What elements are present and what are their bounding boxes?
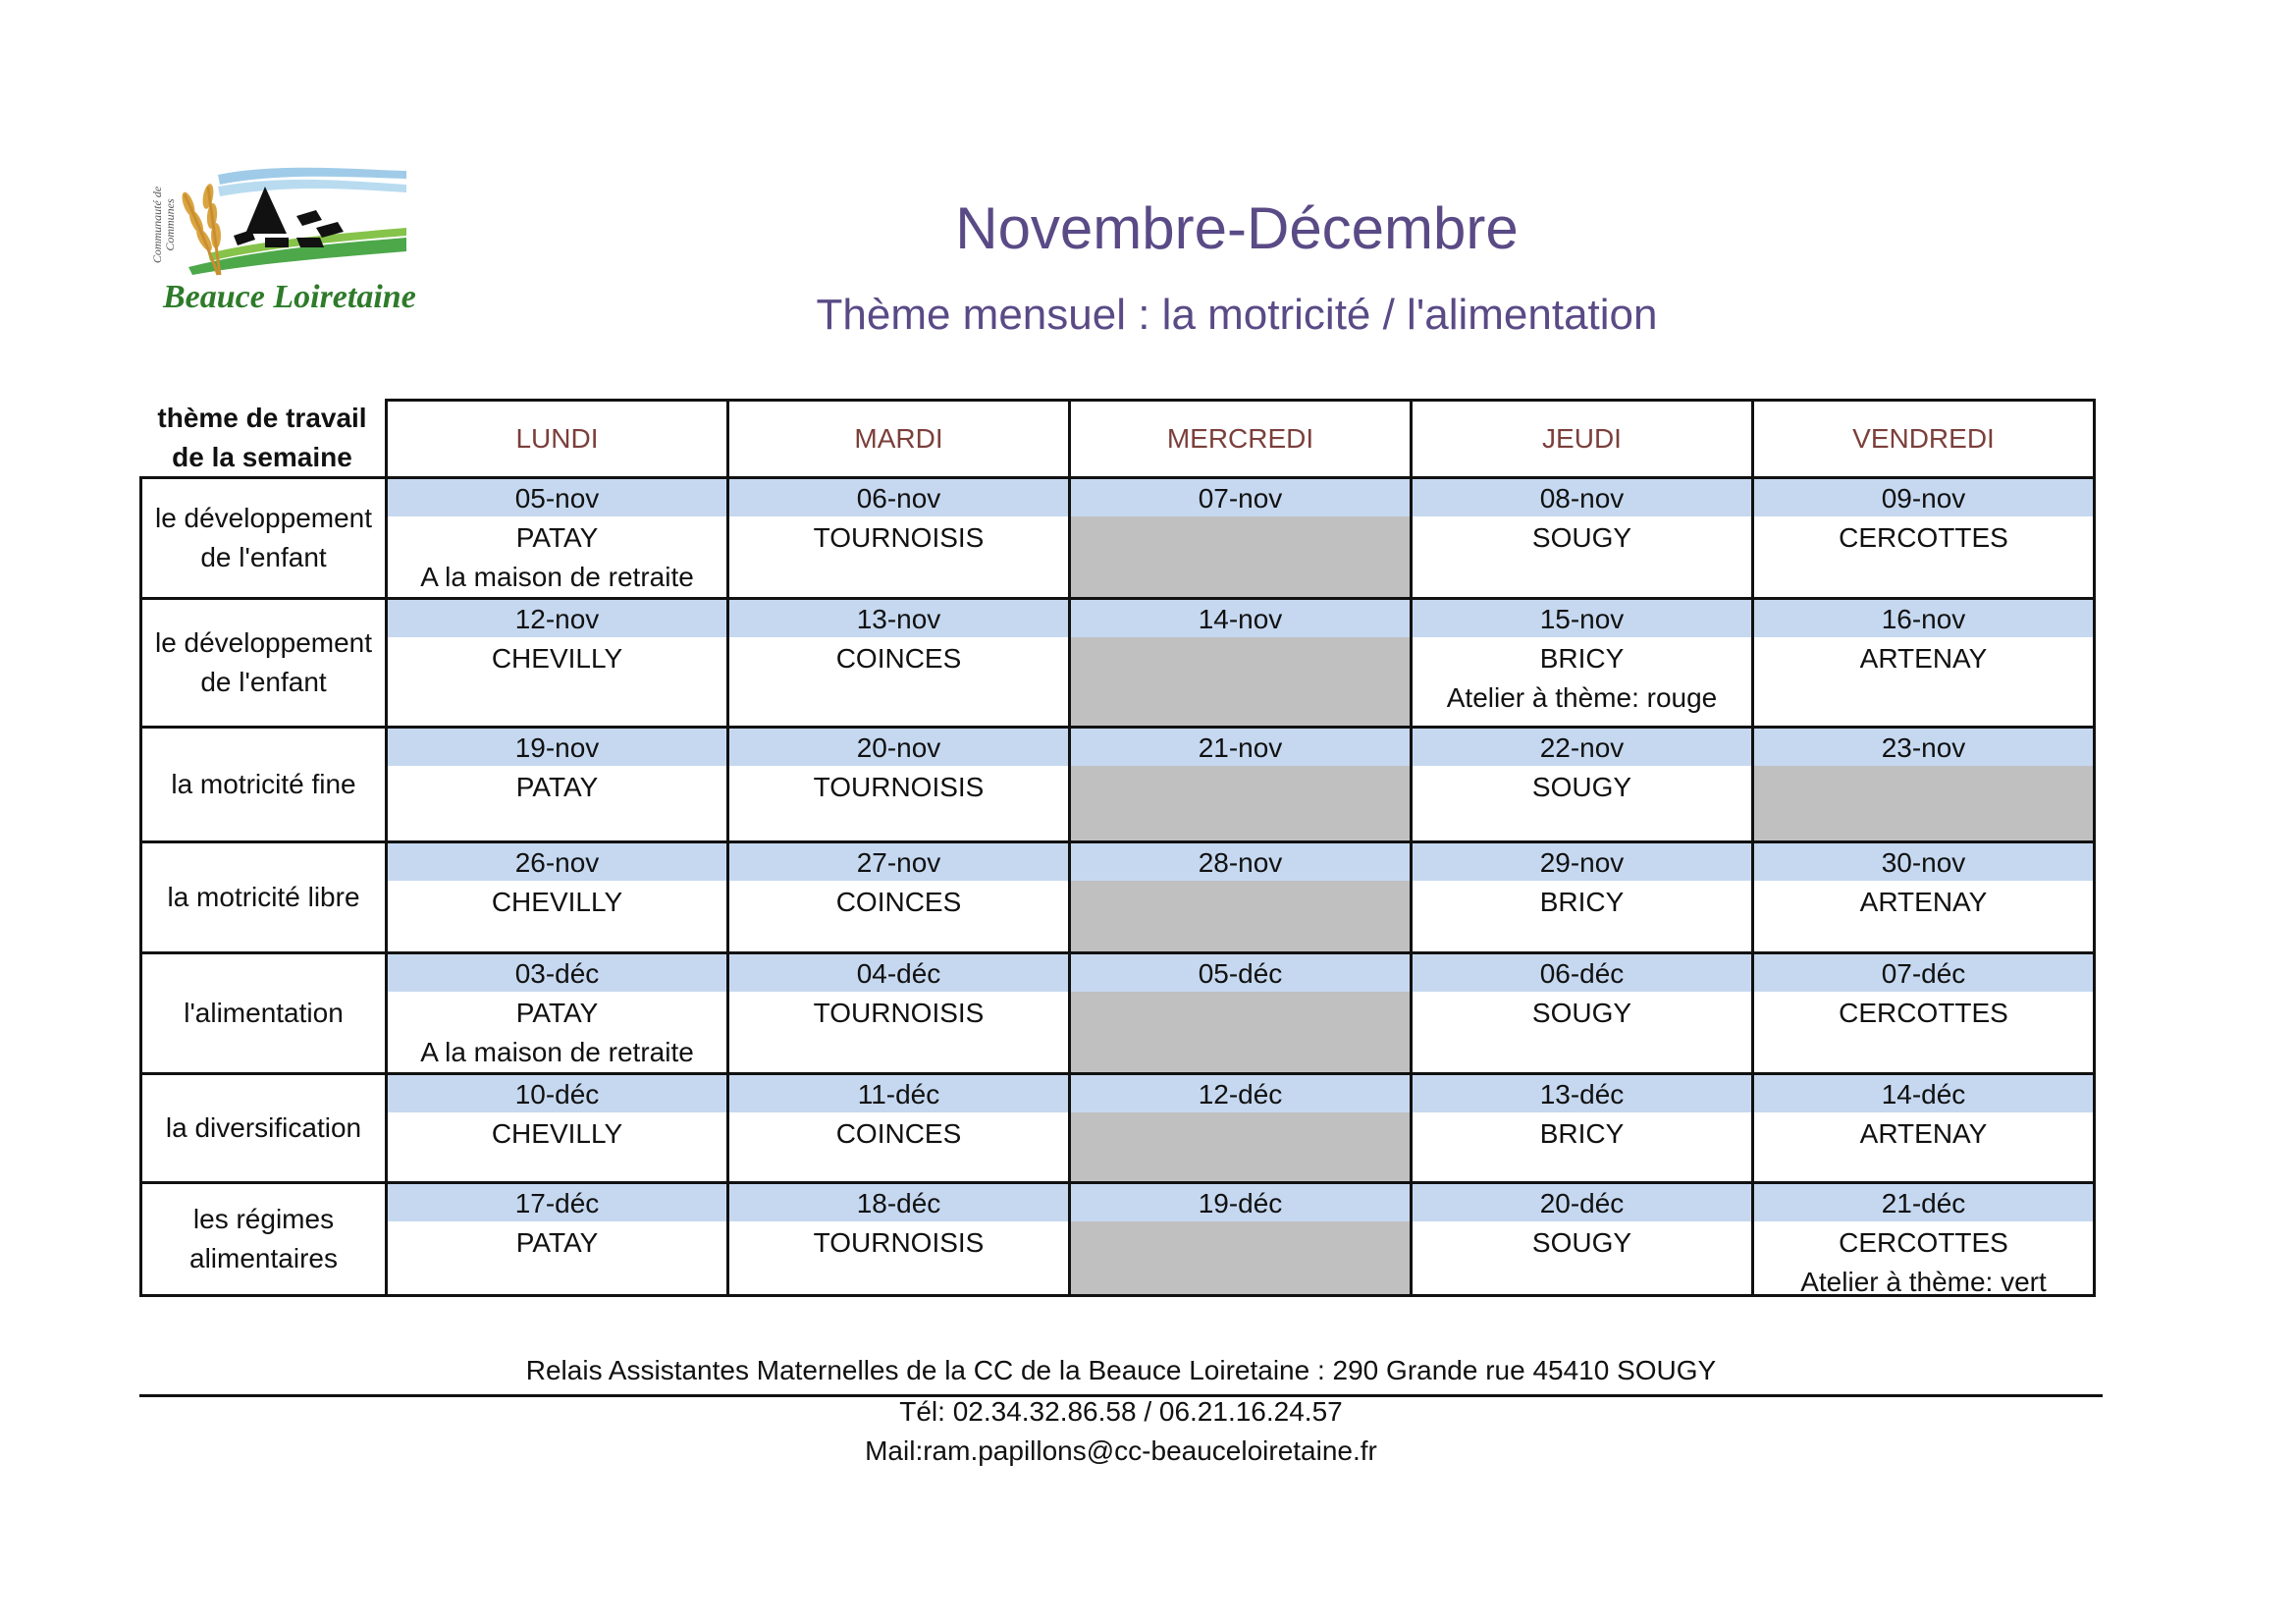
cell-location: BRICY [1539,887,1625,917]
week-theme: le développement de l'enfant [141,478,387,599]
week-theme: l'alimentation [141,953,387,1074]
day-cell-mardi [728,1183,1070,1296]
cell-location: PATAY [515,998,599,1028]
cell-location: SOUGY [1531,998,1632,1028]
day-cell-jeudi [1412,953,1753,1074]
cell-date: 05-déc [1071,954,1410,992]
day-header-row [141,401,2095,478]
day-cell-vendredi [1753,1183,2095,1296]
day-cell-mardi [728,1074,1070,1183]
cell-note: A la maison de retraite [420,1037,694,1067]
day-cell-jeudi [1412,1183,1753,1296]
day-cell-lundi [387,842,728,953]
day-cell-lundi [387,1074,728,1183]
week-theme: la motricité fine [141,728,387,842]
closed-day-shading [1071,1221,1410,1294]
day-cell-mercredi [1070,842,1412,953]
closed-day-shading [1754,766,2093,840]
closed-day-shading [1071,516,1410,597]
day-header-jeudi: JEUDI [1412,401,1753,478]
day-header-mardi: MARDI [728,401,1070,478]
day-cell-mardi [728,842,1070,953]
logo-side-text: Communauté de Communes [150,186,177,264]
cell-date: 14-déc [1754,1075,2093,1112]
cell-date: 14-nov [1071,600,1410,637]
day-header-mercredi: MERCREDI [1070,401,1412,478]
logo-graphic [149,165,406,283]
cell-location: TOURNOISIS [813,1227,985,1258]
day-cell-lundi [387,599,728,728]
day-cell-vendredi [1753,728,2095,842]
cell-location: BRICY [1539,643,1625,674]
closed-day-shading [1071,992,1410,1072]
cell-date: 12-déc [1071,1075,1410,1112]
page-subtitle: Thème mensuel : la motricité / l'alimentation [816,291,1658,339]
cell-date: 09-nov [1754,479,2093,516]
cell-location: ARTENAY [1859,643,1988,674]
footer-address: Relais Assistantes Maternelles de la CC de la Beauce Loiretaine : 290 Grande rue 45410 SOUGY [525,1355,1717,1385]
day-cell-mercredi [1070,478,1412,599]
day-cell-mardi [728,953,1070,1074]
day-cell-vendredi [1753,599,2095,728]
cell-date: 23-nov [1754,729,2093,766]
week-row [141,478,2095,599]
week-theme: les régimes alimentaires [141,1183,387,1296]
day-header-vendredi: VENDREDI [1753,401,2095,478]
cell-location: SOUGY [1531,1227,1632,1258]
cell-location: SOUGY [1531,522,1632,553]
cell-location: CERCOTTES [1839,1227,2008,1258]
day-cell-lundi [387,478,728,599]
week-row [141,953,2095,1074]
cell-date: 19-déc [1071,1184,1410,1221]
cell-date: 08-nov [1413,479,1751,516]
cell-location: CHEVILLY [491,643,623,674]
cell-note: A la maison de retraite [420,562,694,592]
day-cell-lundi [387,728,728,842]
week-theme: la motricité libre [141,842,387,953]
cell-date: 04-déc [729,954,1068,992]
cell-date: 12-nov [388,600,726,637]
cell-date: 20-déc [1413,1184,1751,1221]
cell-location: TOURNOISIS [813,772,985,802]
cell-date: 06-nov [729,479,1068,516]
day-cell-mercredi [1070,953,1412,1074]
day-cell-mardi [728,728,1070,842]
cell-date: 11-déc [729,1075,1068,1112]
cell-location: PATAY [515,522,599,553]
schedule-table [139,399,2096,1297]
cell-location: ARTENAY [1859,887,1988,917]
week-theme: la diversification [141,1074,387,1183]
cell-date: 18-déc [729,1184,1068,1221]
cell-date: 22-nov [1413,729,1751,766]
cell-location: CHEVILLY [491,1118,623,1149]
theme-header-cell [141,401,387,478]
week-row [141,842,2095,953]
page-title: Novembre-Décembre [955,195,1519,261]
day-cell-vendredi [1753,953,2095,1074]
day-cell-mardi [728,478,1070,599]
cell-date: 29-nov [1413,843,1751,881]
cell-location: PATAY [515,1227,599,1258]
cell-date: 28-nov [1071,843,1410,881]
day-cell-mardi [728,599,1070,728]
organization-logo [149,165,416,322]
cell-date: 27-nov [729,843,1068,881]
footer-mail: Mail:ram.papillons@cc-beauceloiretaine.fr [865,1435,1377,1466]
day-cell-vendredi [1753,478,2095,599]
day-cell-mercredi [1070,728,1412,842]
week-row [141,1074,2095,1183]
cell-date: 15-nov [1413,600,1751,637]
cell-location: CERCOTTES [1839,522,2008,553]
cell-location: ARTENAY [1859,1118,1988,1149]
week-theme: le développement de l'enfant [141,599,387,728]
closed-day-shading [1071,637,1410,726]
theme-column-header: thème de travail de la semaine [157,403,367,472]
cell-date: 26-nov [388,843,726,881]
day-cell-mercredi [1070,1074,1412,1183]
cell-location: TOURNOISIS [813,998,985,1028]
cell-date: 13-déc [1413,1075,1751,1112]
day-cell-vendredi [1753,1074,2095,1183]
cell-location: COINCES [835,887,962,917]
day-cell-mercredi [1070,599,1412,728]
logo-name: Beauce Loiretaine [163,279,416,315]
cell-date: 07-déc [1754,954,2093,992]
day-cell-jeudi [1412,842,1753,953]
week-row [141,599,2095,728]
cell-date: 20-nov [729,729,1068,766]
cell-location: TOURNOISIS [813,522,985,553]
day-cell-lundi [387,953,728,1074]
cell-location: COINCES [835,643,962,674]
cell-location: SOUGY [1531,772,1632,802]
cell-date: 17-déc [388,1184,726,1221]
cell-location: CHEVILLY [491,887,623,917]
cell-date: 21-déc [1754,1184,2093,1221]
cell-date: 07-nov [1071,479,1410,516]
footer-phone: Tél: 02.34.32.86.58 / 06.21.16.24.57 [899,1396,1343,1427]
cell-date: 21-nov [1071,729,1410,766]
cell-location: CERCOTTES [1839,998,2008,1028]
cell-date: 19-nov [388,729,726,766]
cell-date: 13-nov [729,600,1068,637]
week-row [141,1183,2095,1296]
cell-note: Atelier à thème: vert [1800,1267,2047,1297]
day-cell-lundi [387,1183,728,1296]
closed-day-shading [1071,1112,1410,1181]
cell-note: Atelier à thème: rouge [1446,682,1718,713]
cell-date: 03-déc [388,954,726,992]
day-cell-jeudi [1412,478,1753,599]
day-cell-jeudi [1412,1074,1753,1183]
cell-date: 16-nov [1754,600,2093,637]
cell-date: 05-nov [388,479,726,516]
cell-location: PATAY [515,772,599,802]
day-cell-jeudi [1412,599,1753,728]
week-row [141,728,2095,842]
day-cell-vendredi [1753,842,2095,953]
cell-location: BRICY [1539,1118,1625,1149]
cell-location: COINCES [835,1118,962,1149]
cell-date: 30-nov [1754,843,2093,881]
cell-date: 10-déc [388,1075,726,1112]
day-cell-mercredi [1070,1183,1412,1296]
day-header-lundi: LUNDI [387,401,728,478]
closed-day-shading [1071,766,1410,840]
closed-day-shading [1071,881,1410,951]
day-cell-jeudi [1412,728,1753,842]
cell-date: 06-déc [1413,954,1751,992]
